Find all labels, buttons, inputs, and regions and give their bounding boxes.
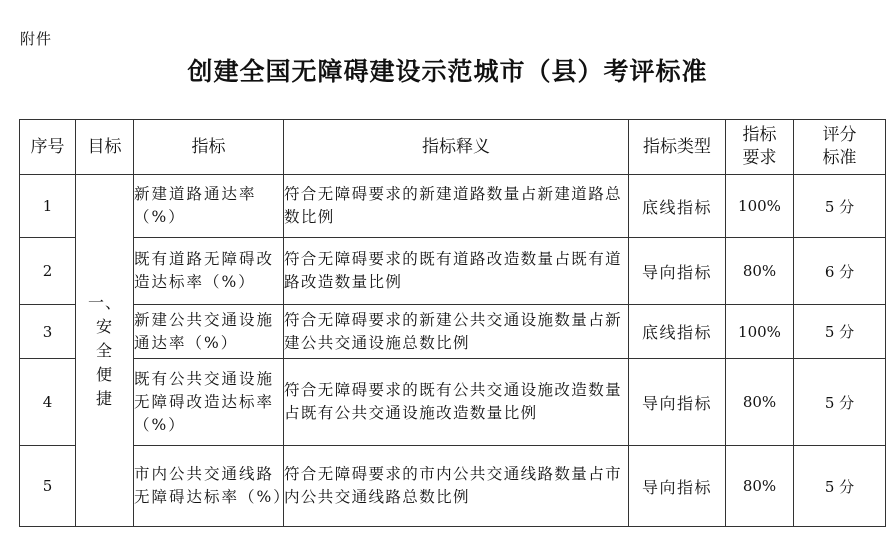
row-score: 5 分 bbox=[794, 359, 886, 446]
row-indicator: 新建道路通达率（%） bbox=[134, 175, 284, 238]
header-definition: 指标释义 bbox=[284, 120, 629, 175]
row-type: 底线指标 bbox=[629, 305, 726, 359]
row-requirement: 100% bbox=[726, 175, 794, 238]
table-row bbox=[20, 238, 886, 305]
table-row bbox=[20, 305, 886, 359]
row-definition: 符合无障碍要求的新建道路数量占新建道路总数比例 bbox=[284, 175, 629, 238]
row-score: 5 分 bbox=[794, 175, 886, 238]
row-seq: 1 bbox=[20, 175, 76, 238]
row-indicator: 市内公共交通线路无障碍达标率（%） bbox=[134, 446, 284, 527]
table-header-row bbox=[20, 120, 886, 175]
row-type: 导向指标 bbox=[629, 238, 726, 305]
header-indicator: 指标 bbox=[134, 120, 284, 175]
row-score: 6 分 bbox=[794, 238, 886, 305]
row-type: 底线指标 bbox=[629, 175, 726, 238]
header-goal: 目标 bbox=[76, 120, 134, 175]
header-requirement: 指标要求 bbox=[726, 120, 794, 175]
row-seq: 4 bbox=[20, 359, 76, 446]
row-indicator: 新建公共交通设施通达率（%） bbox=[134, 305, 284, 359]
row-indicator: 既有公共交通设施无障碍改造达标率（%） bbox=[134, 359, 284, 446]
row-definition: 符合无障碍要求的新建公共交通设施数量占新建公共交通设施总数比例 bbox=[284, 305, 629, 359]
row-requirement: 80% bbox=[726, 446, 794, 527]
header-score: 评分标准 bbox=[794, 120, 886, 175]
row-type: 导向指标 bbox=[629, 359, 726, 446]
table-row bbox=[20, 175, 886, 238]
row-definition: 符合无障碍要求的既有公共交通设施改造数量占既有公共交通设施改造数量比例 bbox=[284, 359, 629, 446]
document-title: 创建全国无障碍建设示范城市（县）考评标准 bbox=[187, 57, 708, 86]
row-seq: 5 bbox=[20, 446, 76, 527]
row-seq: 3 bbox=[20, 305, 76, 359]
row-requirement: 80% bbox=[726, 359, 794, 446]
table-row bbox=[20, 446, 886, 527]
evaluation-standard-table bbox=[19, 119, 886, 527]
goal-cell: 一、安全便捷 bbox=[76, 175, 134, 527]
row-requirement: 100% bbox=[726, 305, 794, 359]
row-definition: 符合无障碍要求的市内公共交通线路数量占市内公共交通线路总数比例 bbox=[284, 446, 629, 527]
row-type: 导向指标 bbox=[629, 446, 726, 527]
row-score: 5 分 bbox=[794, 446, 886, 527]
row-indicator: 既有道路无障碍改造达标率（%） bbox=[134, 238, 284, 305]
attachment-label: 附件 bbox=[20, 30, 53, 48]
header-seq: 序号 bbox=[20, 120, 76, 175]
header-type: 指标类型 bbox=[629, 120, 726, 175]
table-row bbox=[20, 359, 886, 446]
row-requirement: 80% bbox=[726, 238, 794, 305]
row-seq: 2 bbox=[20, 238, 76, 305]
row-definition: 符合无障碍要求的既有道路改造数量占既有道路改造数量比例 bbox=[284, 238, 629, 305]
row-score: 5 分 bbox=[794, 305, 886, 359]
